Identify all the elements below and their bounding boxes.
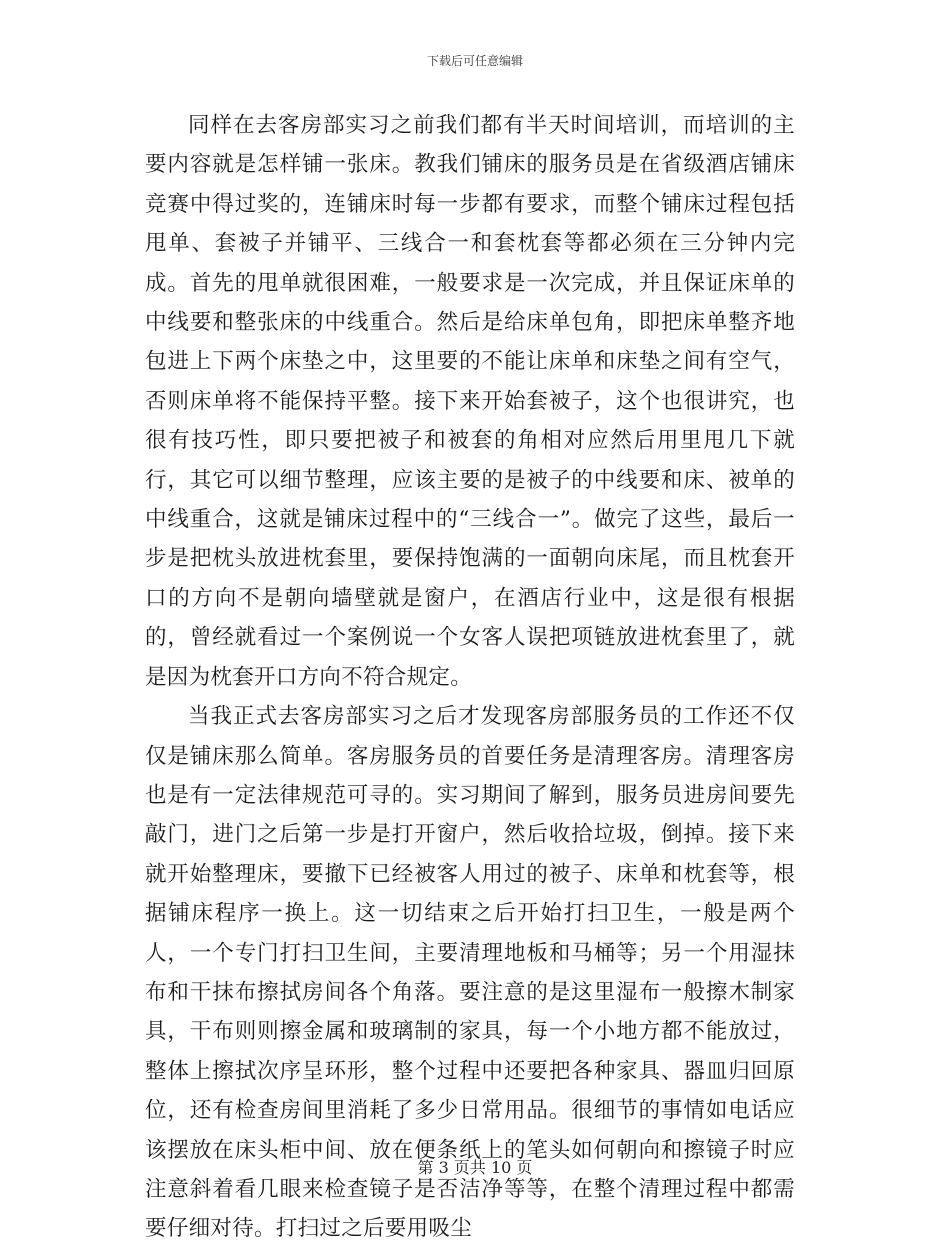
page-header: 下载后可任意编辑	[426, 54, 523, 68]
paragraph-1: 同样在去客房部实习之前我们都有半天时间培训，而培训的主要内容就是怎样铺一张床。教我们铺床的服务员是在省级酒店铺床竞赛中得过奖的，连铺床时每一步都有要求，而整个铺床过程包括甩单、套被子并铺平、三线合一和套枕套等都必须在三分钟内完成。首先的甩单就很困难，一般要求是一次完成，并且保证床单的中线要和整张床的中线重合。然后是给床单包角，即把床单整齐地包进上下两个床垫之中，这里要的不能让床单和床垫之间有空气，否则床单将不能保持平整。接下来开始套被子，这个也很讲究，也很有技巧性，即只要把被子和被套的角相对应然后用里甩几下就行，其它可以细节整理，应该主要的是被子的中线要和床、被单的中线重合，这就是铺床过程中的“三线合一”。做完了这些，最后一步是把枕头放进枕套里，要保持饱满的一面朝向床尾，而且枕套开口的方向不是朝向墙壁就是窗户，在酒店行业中，这是很有根据的，曾经就看过一个案例说一个女客人误把项链放进枕套里了，就是因为枕套开口方向不符合规定。	[145, 113, 795, 690]
document-body	[145, 106, 795, 1249]
paragraph-2: 当我正式去客房部实习之后才发现客房部服务员的工作还不仅仅是铺床那么简单。客房服务员的首要任务是清理客房。清理客房也是有一定法律规范可寻的。实习期间了解到，服务员进房间要先敲门，进门之后第一步是打开窗户，然后收拾垃圾，倒掉。接下来就开始整理床，要撤下已经被客人用过的被子、床单和枕套等，根据铺床程序一换上。这一切结束之后开始打扫卫生，一般是两个人，一个专门打扫卫生间，主要清理地板和马桶等；另一个用湿抹布和干抹布擦拭房间各个角落。要注意的是这里湿布一般擦木制家具，干布则则擦金属和玻璃制的家具，每一个小地方都不能放过，整体上擦拭次序呈环形，整个过程中还要把各种家具、器皿归回原位，还有检查房间里消耗了多少日常用品。很细节的事情如电话应该摆放在床头柜中间、放在便条纸上的笔头如何朝向和擦镜子时应注意斜着看几眼来检查镜子是否洁净等等，在整个清理过程中都需要仔细对待。打扫过之后要用吸尘	[145, 704, 795, 1242]
page-footer: 第 3 页共 10 页	[417, 1158, 533, 1177]
